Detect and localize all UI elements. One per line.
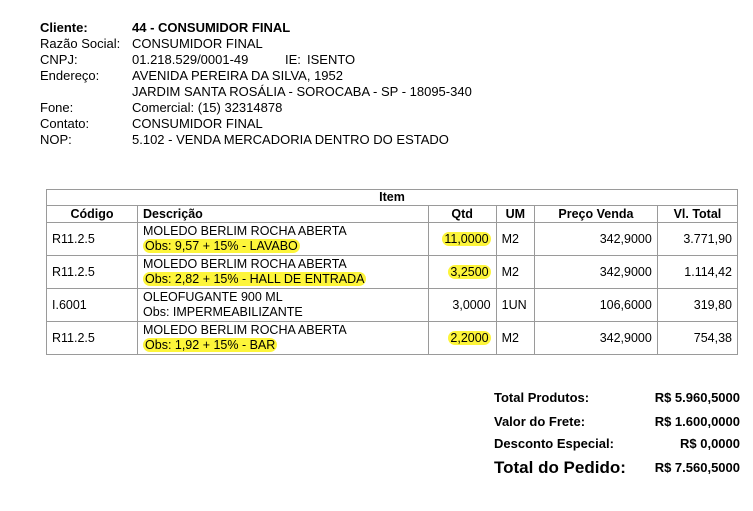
endereco-line2: JARDIM SANTA ROSÁLIA - SOROCABA - SP - 18095-340 <box>132 84 472 99</box>
item-description: MOLEDO BERLIM ROCHA ABERTA <box>143 257 347 271</box>
cell-codigo: R11.2.5 <box>47 256 138 289</box>
valor-frete-value: R$ 1.600,0000 <box>654 414 740 429</box>
cell-um: M2 <box>496 223 534 256</box>
desconto-especial-row <box>494 435 740 453</box>
valor-frete-label: Valor do Frete: <box>494 414 586 429</box>
cell-qtd: 3,0000 <box>428 289 496 322</box>
header-codigo: Código <box>47 206 138 223</box>
cell-descricao <box>138 256 429 289</box>
item-description: MOLEDO BERLIM ROCHA ABERTA <box>143 323 347 337</box>
table-row <box>47 289 738 322</box>
item-obs: Obs: 1,92 + 15% - BAR <box>145 338 276 352</box>
cnpj-value: 01.218.529/0001-49 <box>132 52 249 67</box>
total-pedido-row <box>494 457 740 479</box>
table-header-row <box>47 206 738 223</box>
cell-total: 3.771,90 <box>657 223 737 256</box>
qtd-value: 2,2000 <box>450 330 489 345</box>
total-produtos-value: R$ 5.960,5000 <box>654 390 740 405</box>
header-um: UM <box>496 206 534 223</box>
desconto-especial-label: Desconto Especial: <box>494 436 614 451</box>
endereco-line1: AVENIDA PEREIRA DA SILVA, 1952 <box>132 68 343 83</box>
ie-label: IE: <box>285 52 301 67</box>
cell-um: M2 <box>496 322 534 355</box>
cliente-value: 44 - CONSUMIDOR FINAL <box>132 20 291 35</box>
razao-social-label: Razão Social: <box>40 36 121 51</box>
header-total: Vl. Total <box>657 206 737 223</box>
cell-qtd <box>428 223 496 256</box>
contato-label: Contato: <box>40 116 90 131</box>
qtd-value: 11,0000 <box>444 231 489 246</box>
total-pedido-label: Total do Pedido: <box>494 458 626 477</box>
valor-frete-row <box>494 413 740 431</box>
total-produtos-row <box>494 389 740 407</box>
table-row <box>47 223 738 256</box>
item-description: OLEOFUGANTE 900 ML <box>143 290 283 304</box>
cell-um: 1UN <box>496 289 534 322</box>
cell-descricao <box>138 289 429 322</box>
ie-value: ISENTO <box>307 52 356 67</box>
cell-qtd <box>428 322 496 355</box>
item-obs: Obs: 2,82 + 15% - HALL DE ENTRADA <box>145 272 365 286</box>
table-row <box>47 322 738 355</box>
cell-preco: 342,9000 <box>535 223 658 256</box>
cell-preco: 342,9000 <box>535 256 658 289</box>
cell-descricao <box>138 223 429 256</box>
qtd-value: 3,2500 <box>450 264 489 279</box>
desconto-especial-value: R$ 0,0000 <box>680 436 740 451</box>
cell-total: 1.114,42 <box>657 256 737 289</box>
total-pedido-value: R$ 7.560,5000 <box>654 460 740 475</box>
cell-total: 319,80 <box>657 289 737 322</box>
item-obs: Obs: IMPERMEABILIZANTE <box>143 305 303 319</box>
header-preco: Preço Venda <box>535 206 658 223</box>
cell-codigo: I.6001 <box>47 289 138 322</box>
razao-social-value: CONSUMIDOR FINAL <box>132 36 263 51</box>
cliente-label: Cliente: <box>40 20 88 35</box>
nop-value: 5.102 - VENDA MERCADORIA DENTRO DO ESTADO <box>132 132 449 147</box>
item-description: MOLEDO BERLIM ROCHA ABERTA <box>143 224 347 238</box>
fone-label: Fone: <box>40 100 74 115</box>
item-group-title: Item <box>47 190 738 206</box>
cell-descricao <box>138 322 429 355</box>
cell-qtd <box>428 256 496 289</box>
total-produtos-label: Total Produtos: <box>494 390 590 405</box>
endereco-label: Endereço: <box>40 68 100 83</box>
cell-codigo: R11.2.5 <box>47 322 138 355</box>
item-obs: Obs: 9,57 + 15% - LAVABO <box>145 239 298 253</box>
table-group-header <box>47 190 738 206</box>
nop-label: NOP: <box>40 132 72 147</box>
cell-preco: 106,6000 <box>535 289 658 322</box>
header-descricao: Descrição <box>138 206 429 223</box>
header-qtd: Qtd <box>428 206 496 223</box>
cell-preco: 342,9000 <box>535 322 658 355</box>
cell-total: 754,38 <box>657 322 737 355</box>
table-row <box>47 256 738 289</box>
items-table <box>46 189 738 355</box>
cell-um: M2 <box>496 256 534 289</box>
cnpj-label: CNPJ: <box>40 52 78 67</box>
fone-value: Comercial: (15) 32314878 <box>132 100 283 115</box>
contato-value: CONSUMIDOR FINAL <box>132 116 263 131</box>
cell-codigo: R11.2.5 <box>47 223 138 256</box>
